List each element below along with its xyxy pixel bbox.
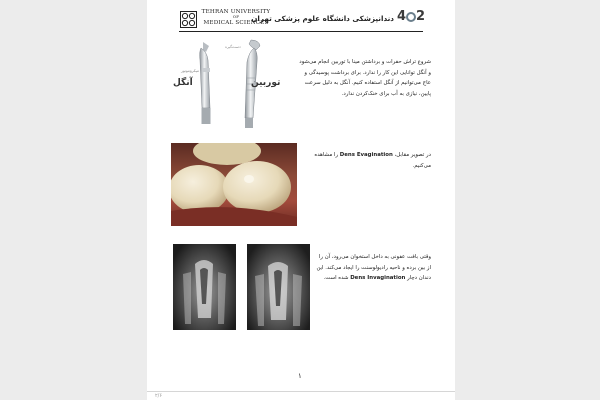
logo-line-2: OF xyxy=(232,14,240,20)
header-divider xyxy=(179,31,423,32)
page-number: ۱ xyxy=(298,372,302,380)
radiograph-left-icon xyxy=(173,244,236,330)
page-header xyxy=(147,0,455,32)
turbine-small-label: دست‌گیره xyxy=(225,44,241,49)
angle-label: آنگل xyxy=(173,78,193,88)
paragraph-evagination xyxy=(301,150,431,171)
evagination-suffix: را مشاهده می‌کنیم. xyxy=(314,152,431,169)
badge-digit-4: 4 xyxy=(397,9,407,24)
badge-digit-2: 2 xyxy=(416,9,426,24)
class-badge xyxy=(397,9,427,25)
page-counter: ۲/۶ xyxy=(155,393,163,399)
paragraph-invagination xyxy=(315,252,431,284)
evagination-prefix: در تصویر مقابل، xyxy=(394,152,431,158)
invagination-prefix: وقتی بافت عفونی به داخل استخوان می‌رود، آن را از بین برده و ناحیه رادیولوسنت را ایجاد می‌کند. این دندان دچار xyxy=(316,254,431,282)
university-logo-icon xyxy=(180,11,197,28)
invagination-term: Dens Invagination xyxy=(350,275,406,282)
logo-line-1: TEHRAN UNIVERSITY xyxy=(201,9,271,15)
radiograph-right xyxy=(247,244,310,330)
angle-small-label: میکروموتور xyxy=(181,68,200,73)
radiograph-right-icon xyxy=(247,244,310,330)
evagination-term: Dens Evagination xyxy=(339,152,393,158)
radiograph-left xyxy=(173,244,236,330)
dens-evagination-photo xyxy=(171,143,297,226)
badge-ring-icon xyxy=(406,12,416,22)
paragraph-handpieces-text: شروع تراش حفرات و برداشتن مینا با توربین انجام می‌شود و آنگل توانایی این کار را ندارد. برای برداشت پوسیدگی و عاج می‌توانیم از آنگل استفاده کنیم. آنگل به دلیل سرعت پایین، نیازی به آب برای خنک‌کردن ندارد. xyxy=(299,59,431,97)
handpieces-figure xyxy=(163,38,283,130)
document-page xyxy=(147,0,455,400)
tooth-photo-icon xyxy=(171,143,297,226)
page-footer-divider xyxy=(147,391,455,392)
paragraph-handpieces xyxy=(295,57,431,99)
turbine-label: توربین xyxy=(251,78,281,88)
invagination-suffix: شده است. xyxy=(323,275,349,282)
logo-line-3: MEDICAL SCIENCES xyxy=(203,20,269,26)
header-title: دندانپزشکی دانشگاه علوم پزشکی تهران xyxy=(251,14,394,23)
